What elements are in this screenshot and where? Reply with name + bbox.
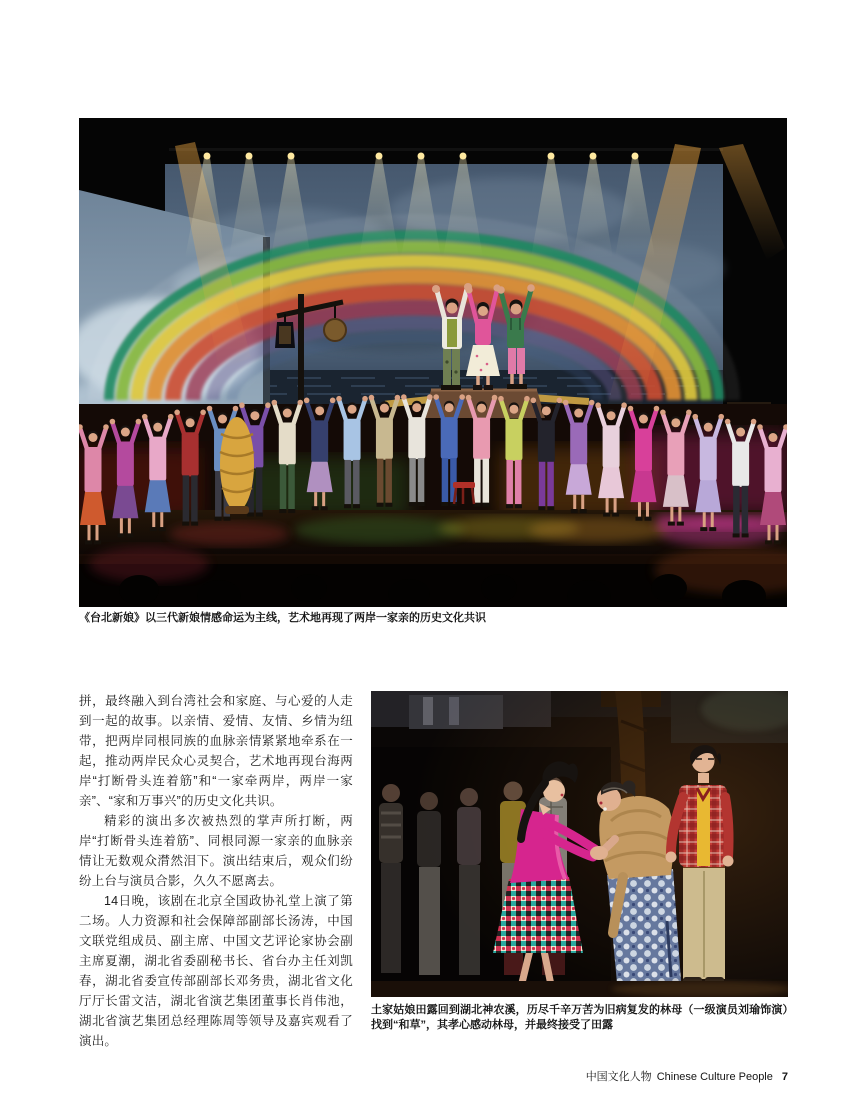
article-paragraph: 精彩的演出多次被热烈的掌声所打断，两岸“打断骨头连着筋”、同根同源一家亲的血脉亲情让无数观众潸然泪下。演出结束后，观众们纷纷上台与演员合影，久久不愿离去。 (79, 814, 353, 888)
article-body (79, 691, 353, 1051)
scene-photo-illustration (371, 691, 788, 997)
magazine-name-en: Chinese Culture People (656, 1071, 773, 1083)
scene-photo (371, 691, 788, 997)
article-paragraph: 14日晚，该剧在北京全国政协礼堂上演了第二场。人力资源和社会保障部副部长汤涛，中国文联党组成员、副主席、中国文艺评论家协会副主席夏潮，湖北省委副秘书长、省台办主任刘凯春，湖北省委宣传部副部长邓务贵，湖北省文化厅厅长雷文洁，湖北省演艺集团董事长肖伟池，湖北省演艺集团总经理陈周等领导及嘉宾观看了演出。 (79, 894, 353, 1048)
stage-photo-illustration (79, 118, 787, 607)
page-footer (586, 1068, 788, 1084)
audience-silhouettes (79, 546, 787, 607)
stage-curtain-call-photo (79, 118, 787, 607)
page-number: 7 (781, 1071, 788, 1083)
photo1-caption: 《台北新娘》以三代新娘情感命运为主线，艺术地再现了两岸一家亲的历史文化共识 (79, 612, 486, 624)
scene-floor (371, 981, 788, 997)
background-performers (371, 747, 611, 997)
article-paragraph: 拼，最终融入到台湾社会和家庭、与心爱的人走到一起的故事。以亲情、爱情、友情、乡情为纽带，把两岸同根同族的血脉亲情紧紧地牵系在一起，推动两岸民众心灵契合，艺术地再现台海两岸“打断骨头连着筋”和“一家牵两岸，两岸一家亲”、“家和万事兴”的历史文化共识。 (79, 694, 353, 808)
photo2-caption: 土家姑娘田露回到湖北神农溪，历尽千辛万苦为旧病复发的林母（一级演员刘瑜饰演）找到“和草”，其孝心感动林母，并最终接受了田露 (371, 1004, 788, 1031)
magazine-name-zh: 中国文化人物 (585, 1071, 652, 1083)
